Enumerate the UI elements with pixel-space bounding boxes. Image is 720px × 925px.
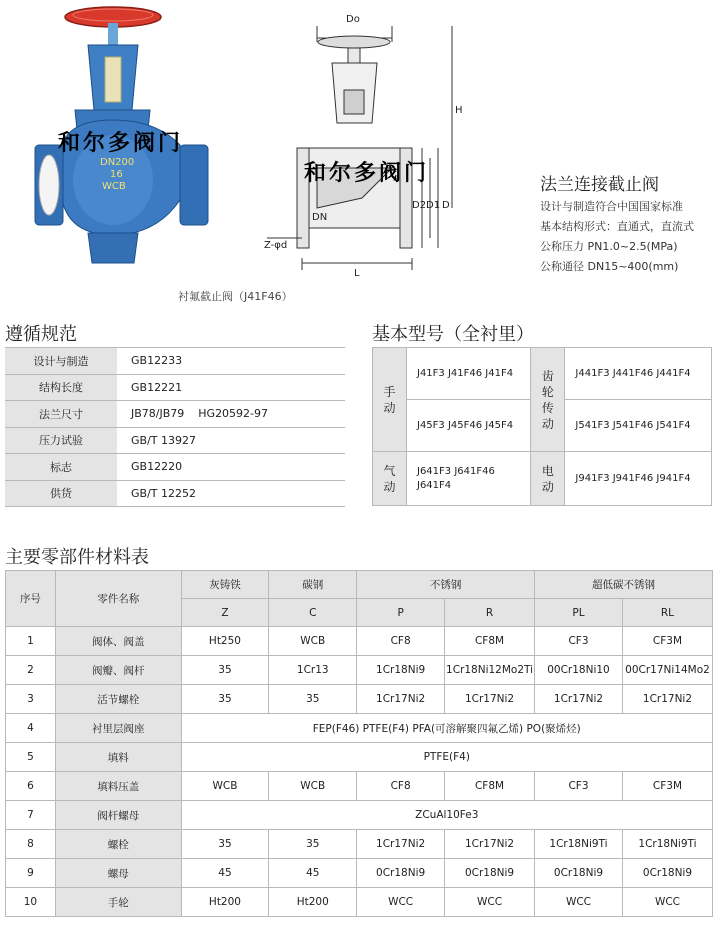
- material-cell: WCC: [445, 888, 535, 917]
- material-cell: 00Cr18Ni10: [535, 656, 623, 685]
- dim-l: L: [354, 268, 360, 278]
- part-name: 活节螺栓: [55, 685, 181, 714]
- table-header-row: [6, 571, 713, 599]
- material-cell: 45: [269, 859, 357, 888]
- part-name: 填料: [55, 743, 181, 772]
- table-row: [5, 454, 345, 481]
- model-cell: J541F3 J541F46 J541F4: [565, 400, 712, 452]
- dim-h: H: [455, 105, 463, 116]
- material-cell: 35: [181, 656, 269, 685]
- material-cell: CF3: [535, 627, 623, 656]
- model-cell: J441F3 J441F46 J441F4: [565, 348, 712, 400]
- material-cell: WCB: [181, 772, 269, 801]
- material-cell: 35: [181, 830, 269, 859]
- material-cell: 35: [269, 830, 357, 859]
- col-header-z: Z: [181, 599, 269, 627]
- material-cell: CF3M: [622, 772, 712, 801]
- col-header-pl: PL: [535, 599, 623, 627]
- material-cell: Ht200: [269, 888, 357, 917]
- col-header-no: 序号: [6, 571, 56, 627]
- table-row: [6, 888, 713, 917]
- operation-gear: 齿轮传动: [531, 348, 565, 452]
- row-no: 2: [6, 656, 56, 685]
- material-cell: 1Cr18Ni9: [357, 656, 445, 685]
- standard-label: 供货: [5, 480, 117, 507]
- table-row: [6, 772, 713, 801]
- model-cell: J941F3 J941F46 J941F4: [565, 452, 712, 506]
- material-cell: CF3M: [622, 627, 712, 656]
- table-row: [6, 656, 713, 685]
- material-cell: WCC: [622, 888, 712, 917]
- row-no: 4: [6, 714, 56, 743]
- standard-value: GB/T 13927: [117, 427, 345, 454]
- row-no: 6: [6, 772, 56, 801]
- model-cell: J41F3 J41F46 J41F4: [407, 348, 531, 400]
- material-cell: 1Cr17Ni2: [357, 830, 445, 859]
- table-row: [5, 480, 345, 507]
- material-cell: Ht250: [181, 627, 269, 656]
- standard-value: GB12221: [117, 374, 345, 401]
- table-row: [5, 401, 345, 428]
- standard-label: 标志: [5, 454, 117, 481]
- material-cell: 1Cr17Ni2: [357, 685, 445, 714]
- material-cell: 0Cr18Ni9: [445, 859, 535, 888]
- material-cell: WCB: [269, 627, 357, 656]
- material-cell: 0Cr18Ni9: [535, 859, 623, 888]
- table-row: [5, 427, 345, 454]
- table-row: [6, 627, 713, 656]
- col-header-rl: RL: [622, 599, 712, 627]
- dim-d1: D1: [426, 200, 441, 211]
- row-no: 9: [6, 859, 56, 888]
- table-row: [6, 830, 713, 859]
- part-name: 手轮: [55, 888, 181, 917]
- materials-table: [5, 570, 713, 917]
- standard-value: GB12233: [117, 348, 345, 375]
- model-cell: J641F3 J641F46 J641F4: [407, 452, 531, 506]
- row-no: 8: [6, 830, 56, 859]
- product-title: 法兰连接截止阀: [540, 175, 659, 195]
- col-header-part: 零件名称: [55, 571, 181, 627]
- group-header-stainless: 不锈钢: [357, 571, 535, 599]
- table-row: [373, 348, 712, 400]
- part-name: 阀体、阀盖: [55, 627, 181, 656]
- material-cell: CF8: [357, 627, 445, 656]
- material-cell: 1Cr17Ni2: [622, 685, 712, 714]
- material-cell: 1Cr18Ni9Ti: [622, 830, 712, 859]
- group-header-carbon-steel: 碳钢: [269, 571, 357, 599]
- models-title: 基本型号（全衬里）: [372, 324, 534, 345]
- standard-label: 压力试验: [5, 427, 117, 454]
- dim-do: Do: [346, 14, 360, 25]
- watermark-photo: 和尔多阀门: [58, 131, 184, 156]
- standard-label: 设计与制造: [5, 348, 117, 375]
- model-cell: J45F3 J45F46 J45F4: [407, 400, 531, 452]
- part-name: 阀瓣、阀杆: [55, 656, 181, 685]
- standards-table: [5, 347, 345, 507]
- material-cell: 1Cr17Ni2: [445, 830, 535, 859]
- material-cell: CF8M: [445, 627, 535, 656]
- part-name: 螺栓: [55, 830, 181, 859]
- table-row: [373, 452, 712, 506]
- row-no: 3: [6, 685, 56, 714]
- material-cell: WCC: [535, 888, 623, 917]
- table-row: [5, 374, 345, 401]
- group-header-low-carbon-stainless: 超低碳不锈钢: [535, 571, 713, 599]
- material-cell: 00Cr17Ni14Mo2: [622, 656, 712, 685]
- standard-label: 法兰尺寸: [5, 401, 117, 428]
- table-row: [6, 714, 713, 743]
- table-row: [6, 743, 713, 772]
- row-no: 10: [6, 888, 56, 917]
- material-cell: WCB: [269, 772, 357, 801]
- part-name: 填料压盖: [55, 772, 181, 801]
- material-cell: 1Cr17Ni2: [535, 685, 623, 714]
- watermark-drawing: 和尔多阀门: [304, 161, 430, 186]
- part-name: 螺母: [55, 859, 181, 888]
- group-header-gray-iron: 灰铸铁: [181, 571, 269, 599]
- body-marking-pn: 16: [110, 169, 123, 180]
- photo-caption: 衬氟截止阀（J41F46）: [178, 290, 293, 303]
- table-row: [6, 685, 713, 714]
- spec-line-pressure: 公称压力 PN1.0~2.5(MPa): [540, 240, 678, 253]
- models-table: [372, 347, 712, 506]
- material-cell: 1Cr17Ni2: [445, 685, 535, 714]
- material-cell: 45: [181, 859, 269, 888]
- material-cell-span: PTFE(F4): [181, 743, 712, 772]
- table-row: [6, 801, 713, 830]
- dim-dn: DN: [312, 212, 328, 223]
- operation-electric: 电动: [531, 452, 565, 506]
- standards-title: 遵循规范: [5, 324, 77, 345]
- body-marking-dn: DN200: [100, 157, 135, 168]
- operation-pneumatic: 气动: [373, 452, 407, 506]
- table-row: [5, 348, 345, 375]
- standard-label: 结构长度: [5, 374, 117, 401]
- col-header-r: R: [445, 599, 535, 627]
- material-cell: CF8M: [445, 772, 535, 801]
- valve-photo: [30, 5, 245, 285]
- dim-bolt: Z-φd: [264, 240, 288, 251]
- material-cell: WCC: [357, 888, 445, 917]
- col-header-p: P: [357, 599, 445, 627]
- standard-value: JB78/JB79 HG20592-97: [117, 401, 345, 428]
- spec-line-standard: 设计与制造符合中国国家标准: [540, 200, 683, 213]
- material-cell: 1Cr18Ni12Mo2Ti: [445, 656, 535, 685]
- dim-d: D: [442, 200, 450, 211]
- material-cell-span: ZCuAl10Fe3: [181, 801, 712, 830]
- dim-d2: D2: [412, 200, 427, 211]
- technical-drawing: [262, 8, 472, 278]
- material-cell-span: FEP(F46) PTFE(F4) PFA(可溶解聚四氟乙烯) PO(聚烯烃): [181, 714, 712, 743]
- part-name: 衬里层阀座: [55, 714, 181, 743]
- body-marking-material: WCB: [102, 181, 126, 192]
- material-cell: 35: [181, 685, 269, 714]
- material-cell: 1Cr18Ni9Ti: [535, 830, 623, 859]
- row-no: 1: [6, 627, 56, 656]
- material-cell: 35: [269, 685, 357, 714]
- material-cell: 0Cr18Ni9: [357, 859, 445, 888]
- row-no: 7: [6, 801, 56, 830]
- material-cell: 1Cr13: [269, 656, 357, 685]
- table-row: [6, 859, 713, 888]
- material-cell: CF8: [357, 772, 445, 801]
- row-no: 5: [6, 743, 56, 772]
- material-cell: 0Cr18Ni9: [622, 859, 712, 888]
- spec-line-diameter: 公称通径 DN15~400(mm): [540, 260, 679, 273]
- col-header-c: C: [269, 599, 357, 627]
- standard-value: GB12220: [117, 454, 345, 481]
- materials-title: 主要零部件材料表: [5, 547, 149, 568]
- operation-manual: 手动: [373, 348, 407, 452]
- material-cell: CF3: [535, 772, 623, 801]
- material-cell: Ht200: [181, 888, 269, 917]
- standard-value: GB/T 12252: [117, 480, 345, 507]
- spec-line-structure: 基本结构形式：直通式，直流式: [540, 220, 694, 233]
- part-name: 阀杆螺母: [55, 801, 181, 830]
